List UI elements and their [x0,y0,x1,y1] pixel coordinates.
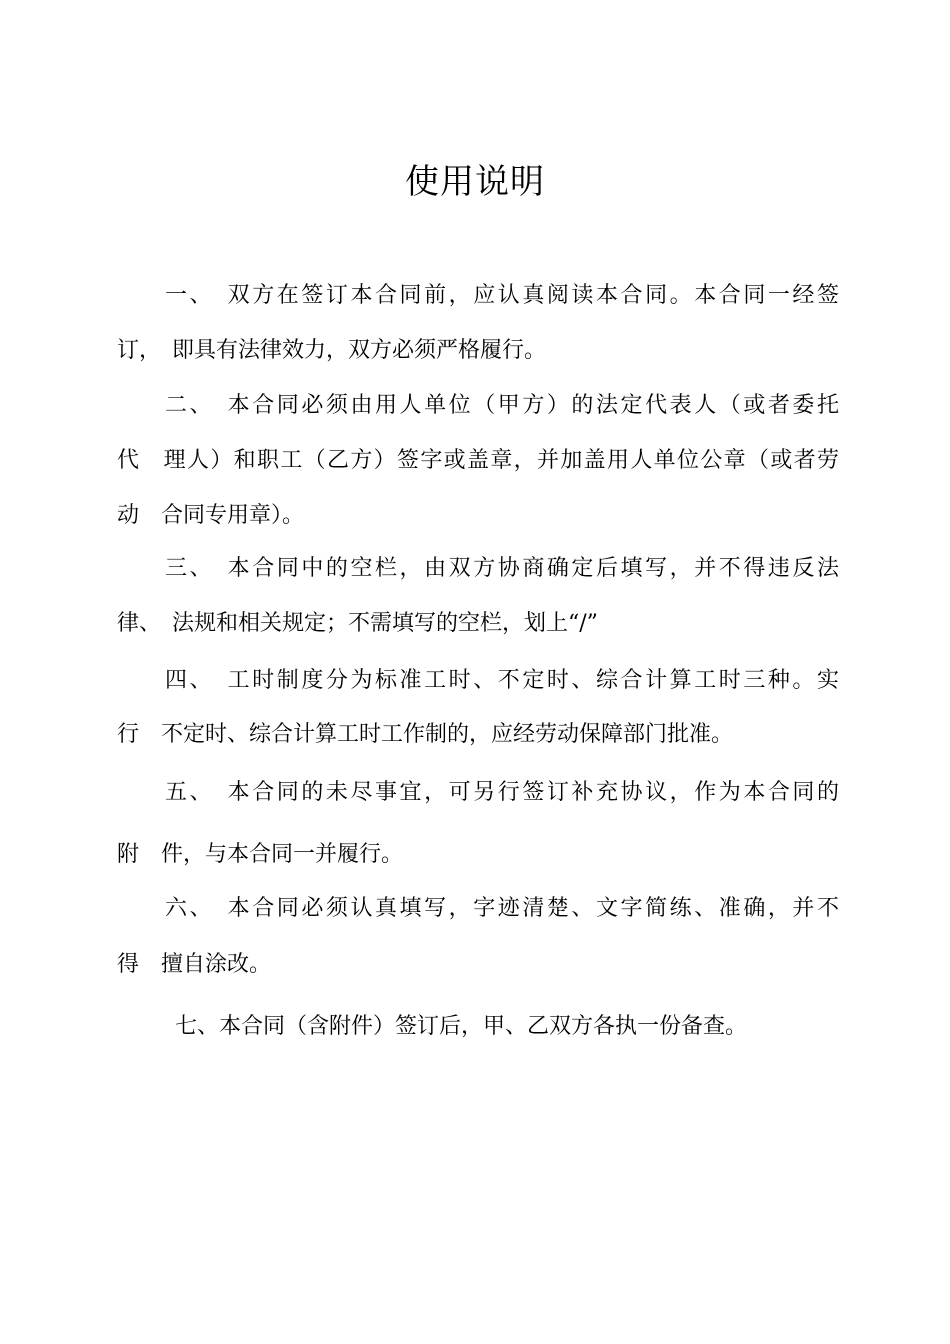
item-4-line-2: 行 不定时、综合计算工时工作制的，应经劳动保障部门批准。 [117,722,734,747]
item-2-line-1: 二、 本合同必须由用人单位（甲方）的法定代表人（或者委托 [165,393,839,418]
item-6-line-1: 六、 本合同必须认真填写，字迹清楚、文字简练、准确，并不 [165,896,839,921]
item-4-line-1: 四、 工时制度分为标准工时、不定时、综合计算工时三种。实 [165,668,839,693]
page-title: 使用说明 [405,162,545,202]
item-3-line-2: 律、 法规和相关规定；不需填写的空栏，划上“/” [117,611,598,636]
item-1-line-2: 订， 即具有法律效力，双方必须严格履行。 [117,338,547,363]
item-5-line-1: 五、 本合同的未尽事宜，可另行签订补充协议，作为本合同的 [165,780,839,805]
item-6-line-2: 得 擅自涂改。 [117,952,272,977]
item-7-line-1: 七、本合同（含附件）签订后，甲、乙双方各执一份备查。 [175,1014,748,1039]
item-2-line-2: 代 理人）和职工（乙方）签字或盖章，并加盖用人单位公章（或者劳 [117,448,839,473]
item-5-line-2: 附 件，与本合同一并履行。 [117,842,404,867]
item-2-line-3: 动 合同专用章）。 [117,503,305,528]
item-3-line-1: 三、 本合同中的空栏，由双方协商确定后填写，并不得违反法 [165,556,839,581]
item-1-line-1: 一、 双方在签订本合同前，应认真阅读本合同。本合同一经签 [165,283,839,308]
